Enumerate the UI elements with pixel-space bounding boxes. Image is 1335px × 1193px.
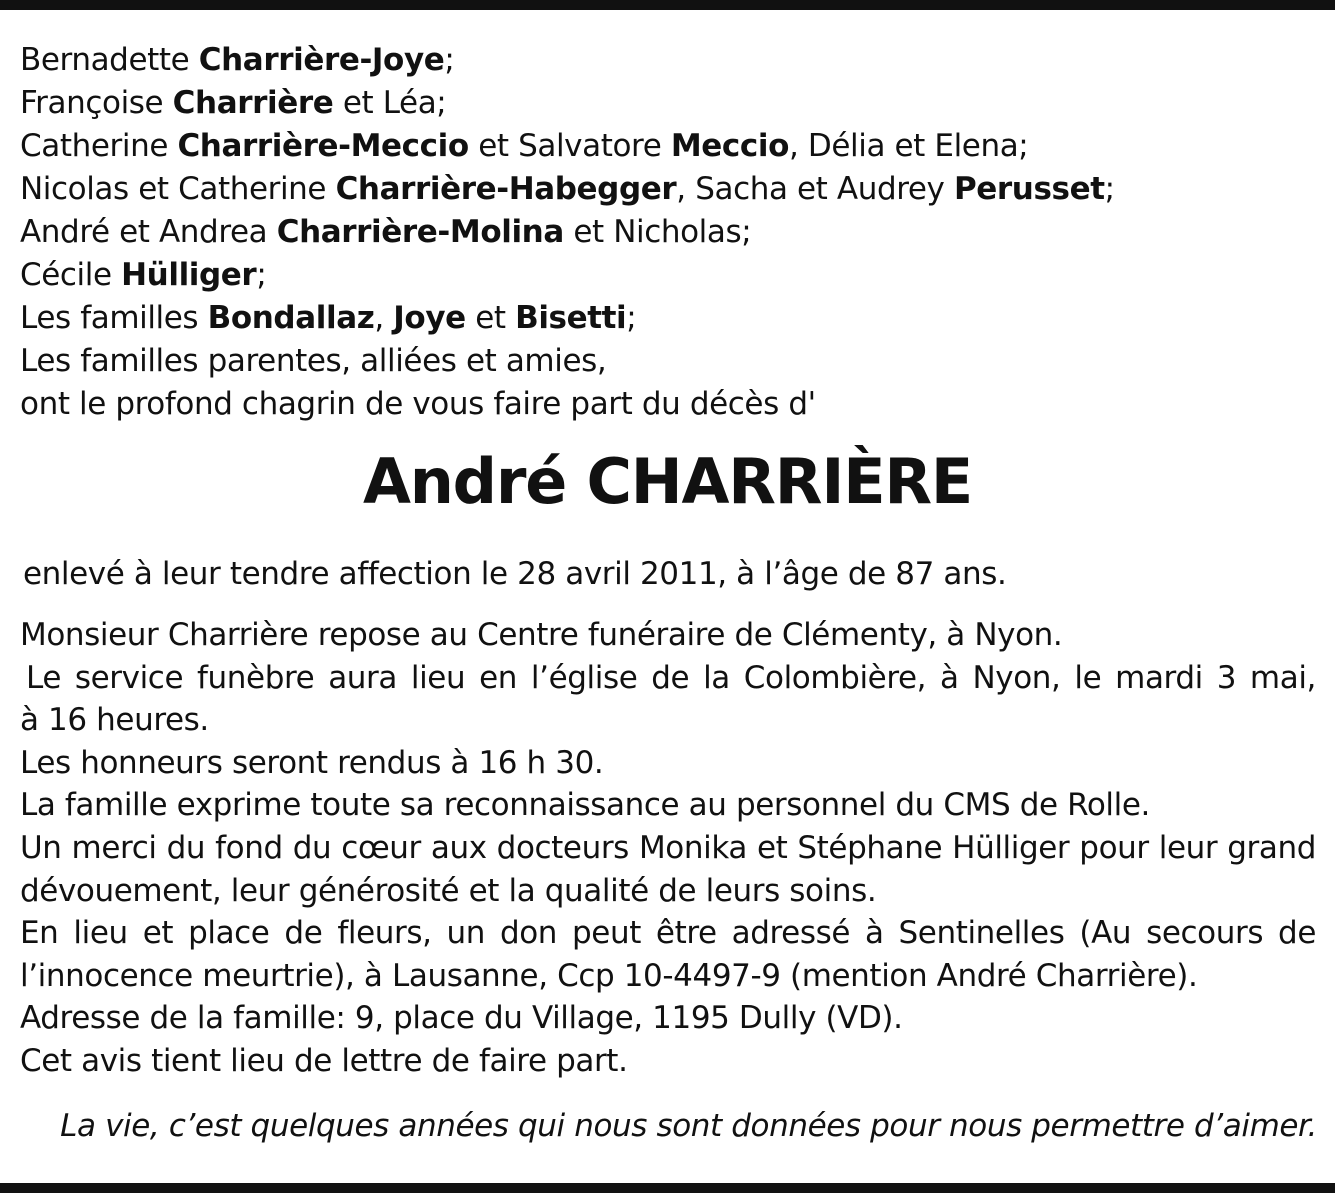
family-line [20,254,1320,297]
detail-line: Le service funèbre aura lieu en l’église de la Colombière, à Nyon, le mardi 3 mai, [26,659,1316,696]
family-surname: Meccio [670,128,789,164]
family-surname: Charrière-Molina [276,214,564,250]
detail-line: Adresse de la famille: 9, place du Village, 1195 Dully (VD). [20,1000,903,1037]
closing-quote: La vie, c’est quelques années qui nous sont données pour nous permettre d’aimer. [60,1108,1317,1144]
detail-line: l’innocence meurtrie), à Lausanne, Ccp 10-4497-9 (mention André Charrière). [20,957,1198,994]
bottom-border-rule [0,1183,1335,1193]
family-line [20,125,1320,168]
family-text: Bernadette [20,42,199,78]
family-text: et Léa; [333,85,447,121]
family-line [20,383,1320,426]
detail-line: à 16 heures. [20,702,209,739]
passing-announcement: enlevé à leur tendre affection le 28 avril 2011, à l’âge de 87 ans. [23,556,1007,592]
family-line [20,39,1320,82]
top-border-rule [0,0,1335,10]
family-text: Les familles parentes, alliées et amies, [20,343,607,379]
family-text: , Délia et Elena; [788,128,1029,164]
deceased-name-heading: André CHARRIÈRE [362,445,973,518]
family-text: ; [1104,171,1115,207]
family-text: Cécile [20,257,122,293]
family-text: Catherine [20,128,178,164]
family-line [20,82,1320,125]
family-text: ; [444,42,455,78]
detail-line: Monsieur Charrière repose au Centre funéraire de Clémenty, à Nyon. [20,617,1063,653]
family-text: ont le profond chagrin de vous faire part du décès d' [20,386,816,422]
family-surname: Bisetti [515,300,627,336]
family-surname: Charrière-Joye [198,42,445,78]
family-surname: Perusset [953,171,1105,207]
detail-line: Cet avis tient lieu de lettre de faire part. [20,1042,628,1079]
detail-line: En lieu et place de fleurs, un don peut être adressé à Sentinelles (Au secours de [20,915,1316,952]
family-surname: Charrière [172,85,334,121]
family-surname: Charrière-Meccio [177,128,469,164]
family-text: Françoise [20,85,173,121]
family-text: ; [256,257,267,293]
family-surname: Hülliger [121,257,257,293]
family-text: André et Andrea [20,214,277,250]
family-line [20,211,1320,254]
family-text: et Nicholas; [563,214,752,250]
detail-line: Les honneurs seront rendus à 16 h 30. [20,744,604,781]
family-text: , Sacha et Audrey [676,171,954,207]
detail-line: dévouement, leur générosité et la qualité de leurs soins. [20,872,877,909]
funeral-details [20,614,1316,1083]
family-surname: Bondallaz [207,300,375,336]
family-line [20,168,1320,211]
detail-line: Un merci du fond du cœur aux docteurs Monika et Stéphane Hülliger pour leur grand [20,829,1316,866]
family-surname: Charrière-Habegger [335,171,677,207]
family-line [20,340,1320,383]
family-text: ; [626,300,637,336]
family-text: , [374,300,394,336]
family-text: et Salvatore [468,128,671,164]
family-text: Nicolas et Catherine [20,171,336,207]
family-text: Les familles [20,300,208,336]
family-line [20,297,1320,340]
family-surname: Joye [393,300,466,336]
family-members-list [20,39,1320,426]
detail-line: La famille exprime toute sa reconnaissance au personnel du CMS de Rolle. [20,787,1150,824]
family-text: et [465,300,516,336]
